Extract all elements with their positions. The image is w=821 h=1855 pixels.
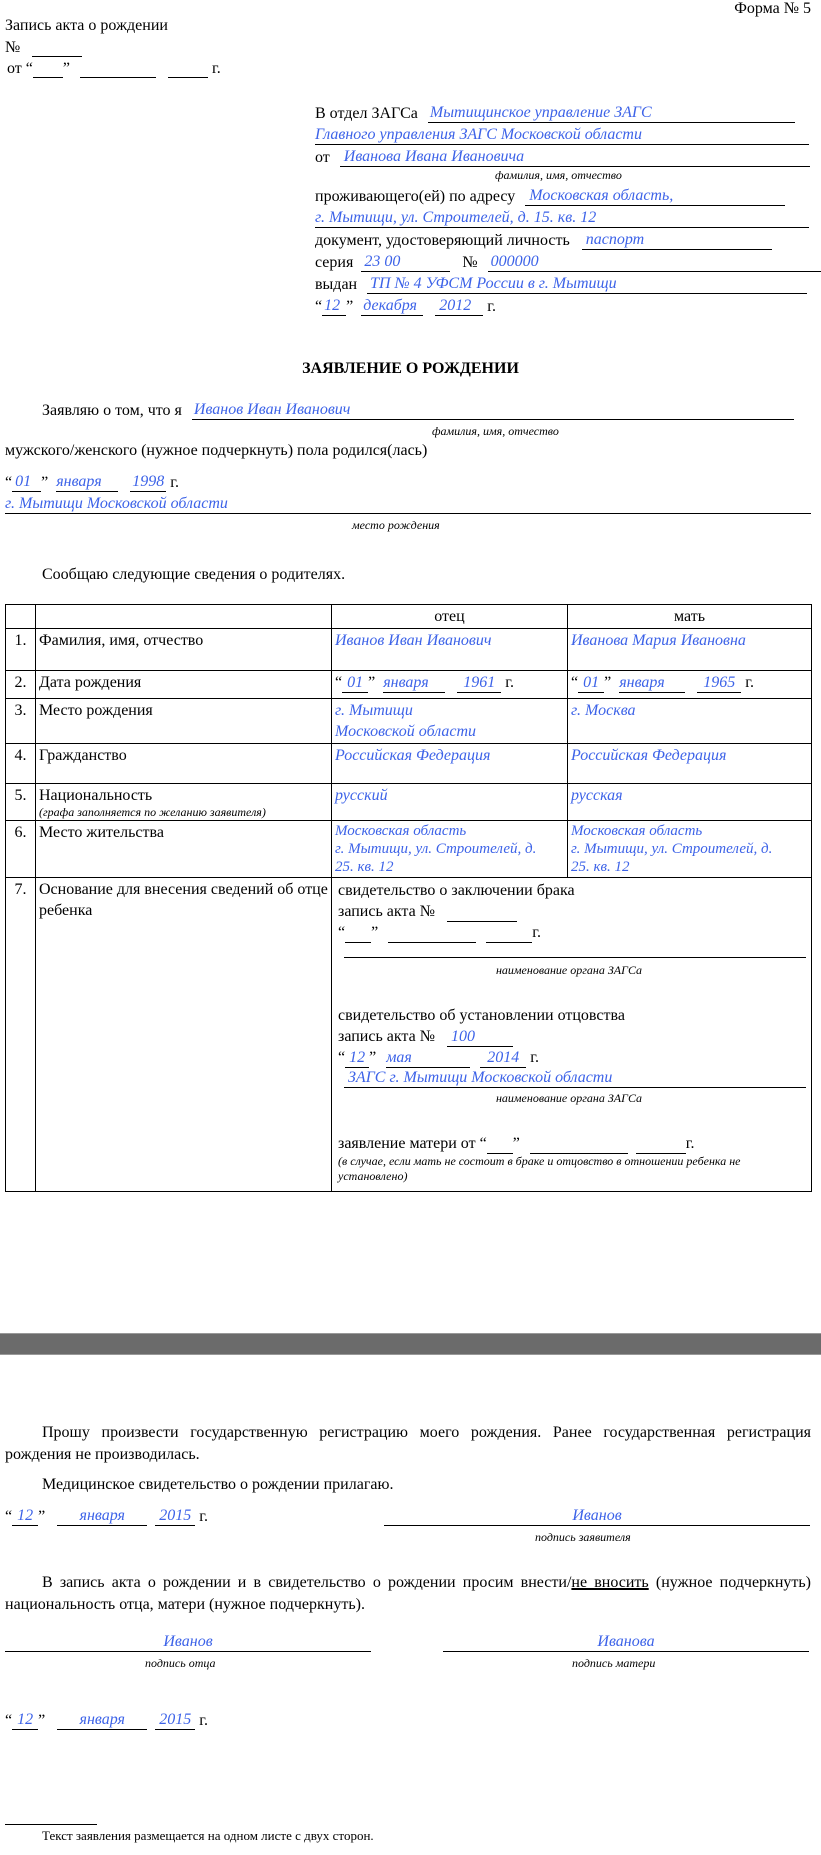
mother-statement-month-field[interactable] [530, 1134, 628, 1154]
paternity-record-row [338, 1026, 811, 1047]
nationality-text-start: В запись акта о рождении и в свидетельство о рождении просим внести/ [42, 1574, 572, 1591]
marriage-day-field[interactable] [345, 923, 371, 943]
mother-citizenship[interactable]: Российская Федерация [568, 744, 812, 784]
paternity-office-hint: наименование органа ЗАГСа [495, 1091, 643, 1105]
marriage-office-field[interactable] [344, 949, 806, 958]
table-row [6, 744, 812, 784]
from-name-hint: фамилия, имя, отчество [495, 168, 622, 182]
father-residence-line1: Московская область [335, 823, 467, 839]
issued-month-field[interactable]: декабря [361, 296, 423, 316]
father-residence-line2: г. Мытищи, ул. Строителей, д. [335, 841, 537, 857]
paternity-day-field[interactable]: 12 [345, 1048, 369, 1068]
issued-by-field[interactable]: ТП № 4 УФСМ России в г. Мытищи [367, 274, 807, 294]
mother-birth-year[interactable]: 1965 [697, 673, 741, 693]
record-number-label: № [5, 39, 21, 56]
row-label: Гражданство [36, 744, 332, 784]
header-mother: мать [568, 605, 812, 629]
year-suffix: г. [530, 1049, 539, 1066]
father-nationality[interactable]: русский [332, 784, 568, 821]
footnote-text: Текст заявления размещается на одном листе с двух сторон. [42, 1828, 374, 1843]
parents-intro: Сообщаю следующие сведения о родителях. [42, 566, 346, 583]
issued-row [315, 274, 807, 294]
marriage-date-row: “ ” г. [338, 924, 541, 941]
mother-nationality[interactable]: русская [568, 784, 812, 821]
header-label [36, 605, 332, 629]
paternity-certificate-block [338, 1005, 811, 1109]
year-suffix: г. [212, 60, 221, 77]
application-day-field[interactable]: 12 [12, 1506, 38, 1526]
mother-signature-field[interactable]: Иванова [443, 1632, 809, 1652]
page-separator [0, 1333, 821, 1355]
header-father: отец [332, 605, 568, 629]
second-month-field[interactable]: января [57, 1710, 147, 1730]
series-field[interactable]: 23 00 [361, 252, 450, 272]
applicant-signature-hint: подпись заявителя [535, 1530, 631, 1544]
table-row [6, 629, 812, 671]
year-suffix: г. [487, 298, 496, 315]
number-label: № [462, 254, 478, 271]
father-birth-place-line1: г. Мытищи [335, 702, 413, 719]
second-year-field[interactable]: 2015 [155, 1710, 195, 1730]
row-number: 5. [6, 784, 36, 821]
father-birth-day[interactable]: 01 [342, 673, 368, 693]
mother-birth-date: “ 01 ” января 1965 г. [568, 671, 812, 699]
second-date-row: “ 12 ” января 2015 г. [5, 1711, 208, 1729]
address-line1-field[interactable]: Московская область, [525, 186, 785, 206]
application-date-row: “ 12 ” января 2015 г. [5, 1507, 208, 1525]
office-line1-field[interactable]: Мытищинское управление ЗАГС [428, 103, 795, 123]
row-label: Место жительства [36, 821, 332, 878]
table-row [6, 671, 812, 699]
mother-statement-day-field[interactable] [487, 1134, 513, 1154]
record-date-label: от [7, 60, 22, 77]
marriage-office-hint: наименование органа ЗАГСа [495, 963, 643, 977]
father-signature-field[interactable]: Иванов [5, 1632, 371, 1652]
parents-table [5, 604, 812, 1192]
office-row [315, 103, 809, 123]
father-birth-year[interactable]: 1961 [457, 673, 501, 693]
mother-birth-place[interactable]: г. Москва [568, 699, 812, 744]
application-year-field[interactable]: 2015 [155, 1506, 195, 1526]
mother-statement-year-field[interactable] [636, 1134, 686, 1154]
paternity-office-field[interactable]: ЗАГС г. Мытищи Московской области [344, 1068, 806, 1088]
address-line2-field[interactable]: г. Мытищи, ул. Строителей, д. 15. кв. 12 [315, 208, 809, 228]
paternity-date-row: “ 12 ” мая 2014 г. [338, 1049, 539, 1066]
table-row [6, 821, 812, 878]
marriage-record-field[interactable] [447, 902, 517, 922]
nationality-request-text [5, 1572, 811, 1616]
statement-title: ЗАЯВЛЕНИЕ О РОЖДЕНИИ [302, 360, 519, 377]
marriage-certificate-title: свидетельство о заключении брака [338, 882, 575, 899]
mother-signature-block [443, 1632, 809, 1652]
attachment-text: Медицинское свидетельство о рождении прилагаю. [42, 1476, 394, 1493]
father-signature-hint: подпись отца [145, 1656, 216, 1670]
id-doc-field[interactable]: паспорт [582, 230, 772, 250]
registration-request-text: Прошу произвести государственную регистрацию моего рождения. Ранее государственная регистрация рождения не производилась. [5, 1424, 811, 1463]
issued-day-field[interactable]: 12 [322, 296, 346, 316]
application-month-field[interactable]: января [57, 1506, 147, 1526]
gender-line: мужского/женского (нужное подчеркнуть) пола родился(лась) [5, 442, 428, 459]
row-label: Дата рождения [36, 671, 332, 699]
applicant-signature-field[interactable]: Иванов [384, 1506, 810, 1526]
year-suffix: г. [532, 924, 541, 941]
record-title: Запись акта о рождении [5, 17, 168, 34]
office-line2-row [315, 125, 809, 145]
nationality-selected-option[interactable]: не вносить [571, 1574, 649, 1591]
record-label: запись акта № [338, 903, 435, 920]
mother-birth-day[interactable]: 01 [578, 673, 604, 693]
form-number: Форма № 5 [734, 0, 811, 17]
birth-date-row: “ 01 ” января 1998 г. [5, 473, 179, 491]
declarant-name-hint: фамилия, имя, отчество [432, 424, 559, 438]
second-day-field[interactable]: 12 [12, 1710, 38, 1730]
address-row [315, 186, 785, 206]
record-year-field[interactable] [168, 58, 208, 78]
from-label: от [315, 149, 330, 166]
row-number: 1. [6, 629, 36, 671]
year-suffix: г. [199, 1712, 208, 1729]
record-label: запись акта № [338, 1028, 435, 1045]
table-row [6, 878, 812, 1192]
mother-residence-line3: 25. кв. 12 [571, 859, 630, 875]
record-day-field[interactable] [33, 58, 63, 78]
table-row [6, 699, 812, 744]
birth-place-row [5, 494, 811, 514]
birth-place-hint: место рождения [352, 518, 440, 532]
mother-statement-label: заявление матери от [338, 1135, 476, 1152]
paternity-certificate-title: свидетельство об установлении отцовства [338, 1007, 625, 1024]
nationality-label: Национальность [39, 787, 153, 804]
father-birth-month[interactable]: января [383, 673, 445, 693]
birth-year-field[interactable]: 1998 [132, 473, 165, 490]
mother-residence-line1: Московская область [571, 823, 703, 839]
record-month-field[interactable] [80, 58, 156, 78]
record-date-row: от “ ” г. [7, 60, 221, 77]
row-label: Место рождения [36, 699, 332, 744]
from-name-field[interactable]: Иванова Ивана Ивановича [340, 147, 810, 167]
father-residence[interactable] [332, 821, 568, 878]
issued-label: выдан [315, 276, 358, 293]
declarant-label: Заявляю о том, что я [42, 402, 182, 419]
declarant-row [42, 400, 794, 420]
marriage-certificate-block [338, 880, 811, 981]
marriage-month-field[interactable] [388, 923, 476, 943]
mother-signature-hint: подпись матери [572, 1656, 656, 1670]
nationality-note: (графа заполняется по желанию заявителя) [39, 805, 266, 819]
address-label: проживающего(ей) по адресу [315, 188, 516, 205]
header-num [6, 605, 36, 629]
table-row [6, 784, 812, 821]
office-line2-field[interactable]: Главного управления ЗАГС Московской области [315, 125, 809, 145]
id-doc-row [315, 230, 772, 250]
father-signature-block [5, 1632, 371, 1652]
row-number: 3. [6, 699, 36, 744]
year-suffix: г. [745, 674, 754, 691]
mother-statement-row: заявление матери от “ ” г. [338, 1135, 695, 1152]
record-number-row [5, 37, 82, 57]
father-info-basis [332, 878, 812, 1192]
row-number: 6. [6, 821, 36, 878]
from-row [315, 147, 810, 167]
father-birth-place-line2: Московской области [335, 723, 477, 740]
father-citizenship[interactable]: Российская Федерация [332, 744, 568, 784]
year-suffix: г. [505, 674, 514, 691]
year-suffix: г. [170, 474, 179, 491]
paternity-month-field[interactable]: мая [386, 1048, 470, 1068]
declarant-name-field[interactable]: Иванов Иван Иванович [192, 400, 794, 420]
row-number: 4. [6, 744, 36, 784]
paternity-year-field[interactable]: 2014 [480, 1048, 526, 1068]
mother-statement-note: (в случае, если мать не состоит в браке и отцовство в отношении ребенка не установлено) [338, 1154, 741, 1183]
row-label: Основание для внесения сведений об отце ребенка [36, 878, 332, 1192]
row-label: Фамилия, имя, отчество [36, 629, 332, 671]
mother-birth-month[interactable]: января [619, 673, 685, 693]
father-birth-place[interactable] [332, 699, 568, 744]
issued-year-field[interactable]: 2012 [435, 296, 483, 316]
marriage-record-row [338, 901, 811, 922]
paternity-record-field[interactable]: 100 [447, 1027, 513, 1047]
issued-date-row: “ 12 ” декабря 2012 г. [315, 297, 496, 315]
nationality-text-end: (нужное подчеркнуть) национальность отца, матери (нужное подчеркнуть). [5, 1574, 812, 1613]
series-label: серия [315, 254, 354, 271]
record-number-field[interactable] [32, 37, 82, 57]
birth-day-field[interactable]: 01 [12, 472, 41, 492]
mother-residence-line2: г. Мытищи, ул. Строителей, д. [571, 841, 773, 857]
father-birth-date: “ 01 ” января 1961 г. [332, 671, 568, 699]
office-label: В отдел ЗАГСа [315, 105, 418, 122]
birth-month-field[interactable]: января [56, 472, 118, 492]
id-doc-label: документ, удостоверяющий личность [315, 232, 570, 249]
number-field[interactable]: 000000 [488, 252, 821, 272]
series-row [315, 252, 821, 272]
table-header-row [6, 605, 812, 629]
father-full-name[interactable]: Иванов Иван Иванович [332, 629, 568, 671]
footnote-divider [5, 1824, 97, 1825]
marriage-year-field[interactable] [486, 923, 532, 943]
mother-statement-block [338, 1133, 811, 1184]
row-label [36, 784, 332, 821]
birth-place-field[interactable]: г. Мытищи Московской области [5, 494, 811, 514]
father-residence-line3: 25. кв. 12 [335, 859, 394, 875]
mother-residence[interactable] [568, 821, 812, 878]
mother-full-name[interactable]: Иванова Мария Ивановна [568, 629, 812, 671]
year-suffix: г. [199, 1508, 208, 1525]
applicant-signature-block [384, 1506, 810, 1526]
address-line2-row [315, 208, 809, 228]
row-number: 2. [6, 671, 36, 699]
row-number: 7. [6, 878, 36, 1192]
year-suffix: г. [685, 1135, 695, 1152]
